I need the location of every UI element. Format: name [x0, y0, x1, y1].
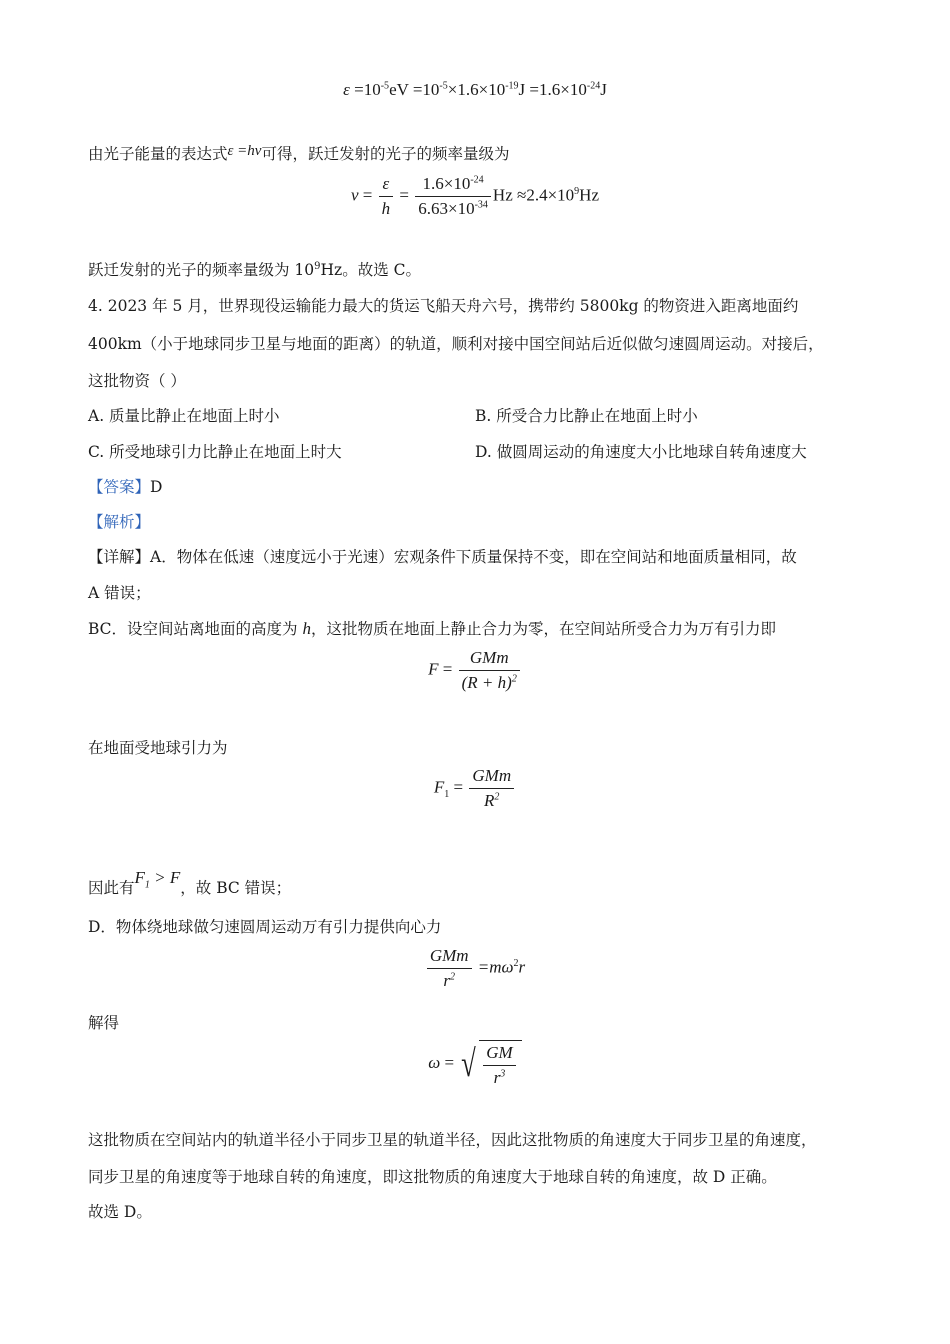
fraction-eps-h: [379, 174, 394, 219]
exp: -19: [505, 80, 519, 92]
fraction-denominator: [427, 969, 472, 991]
eq-part: ×1.6×10: [447, 80, 506, 99]
den-base: r: [443, 971, 450, 990]
lhs: ω: [428, 1052, 441, 1072]
text-freq-result: [88, 258, 421, 280]
question-line-2: 400km（小于地球同步卫星与地面的距离）的轨道，顺利对接中国空间站后近似做匀速圆周运动。对接后，: [88, 335, 824, 353]
fraction: [469, 766, 514, 811]
eq-part: =: [438, 659, 453, 679]
equation-centripetal: [0, 946, 950, 991]
eq-part: =: [449, 777, 464, 797]
unit: J: [600, 80, 607, 99]
equation-F: [0, 648, 950, 693]
fraction-denominator: [469, 789, 514, 811]
num-base: 1.6×10: [422, 174, 471, 193]
unit: eV: [389, 80, 409, 99]
eq-part: =: [440, 1052, 455, 1072]
exp: 2: [511, 673, 517, 685]
detail-bc: [88, 617, 776, 639]
exp: -24: [586, 80, 601, 92]
fraction-denominator: [415, 197, 491, 219]
exp: 2: [494, 791, 500, 803]
eq-part: =: [358, 185, 373, 205]
eq-part: =10: [408, 80, 440, 99]
option-c: C. 所受地球引力比静止在地面上时大: [88, 443, 342, 461]
inline-formula: ε =hν: [227, 143, 262, 159]
option-b: B. 所受合力比静止在地面上时小: [475, 407, 698, 425]
exp: 3: [500, 1068, 506, 1080]
fraction-denominator: [459, 671, 520, 693]
option-a: A. 质量比静止在地面上时小: [88, 407, 280, 425]
unit: J: [518, 80, 526, 99]
equation-energy: [0, 80, 950, 100]
conclusion-line-2: 同步卫星的角速度等于地球自转的角速度，即这批物质的角速度大于地球自转的角速度，故 D 正确。: [88, 1168, 777, 1186]
conclusion-line-3: 故选 D。: [88, 1203, 152, 1221]
fraction-values: [415, 174, 491, 219]
fraction-numerator: ε: [379, 174, 394, 197]
exp: -5: [380, 80, 390, 92]
text-compare: [88, 868, 291, 898]
text-segment: 跃迁发射的光子的频率量级为 10: [88, 261, 315, 279]
answer-value: D: [150, 478, 163, 496]
lhs: F: [428, 659, 439, 679]
subscript: 1: [444, 788, 450, 800]
fraction-denominator: [483, 1066, 515, 1088]
exp: 2: [513, 957, 519, 969]
text-segment: BC．设空间站离地面的高度为: [88, 620, 303, 638]
question-line-3: 这批物资（ ）: [88, 372, 186, 390]
detail-line-2: A 错误；: [88, 584, 151, 602]
text-segment: ，故 BC 错误；: [180, 879, 292, 897]
text-segment: 因此有: [88, 879, 135, 897]
detail-line-1: [88, 545, 797, 567]
radical-sign: √: [461, 1043, 477, 1085]
text-solve: 解得: [88, 1014, 120, 1032]
den-base: 6.63×10: [418, 199, 475, 218]
fraction: [459, 648, 520, 693]
eq-part: =1.6×10: [525, 80, 587, 99]
inline-formula: [134, 868, 181, 891]
exp: 9: [314, 260, 321, 272]
fraction-numerator: GMm: [427, 946, 472, 969]
equation-F1: [0, 766, 950, 811]
text-segment: 由光子能量的表达式: [88, 145, 228, 163]
equation-frequency: [0, 174, 950, 219]
subscript: 1: [144, 879, 150, 891]
exp: -34: [474, 199, 488, 211]
answer-tag: 【答案】: [88, 478, 151, 496]
var-h: h: [302, 619, 311, 638]
text-segment: ，这批物质在地面上静止合力为零，在空间站所受合力为万有引力即: [310, 620, 776, 638]
exp: 9: [574, 185, 580, 197]
answer: [88, 475, 162, 497]
text-ground: 在地面受地球引力为: [88, 739, 228, 757]
eq-part: =10: [349, 80, 381, 99]
detail-tag: 【详解】: [88, 548, 151, 566]
conclusion-line-1: 这批物质在空间站内的轨道半径小于同步卫星的轨道半径，因此这批物质的角速度大于同步卫星的角速度，: [88, 1131, 817, 1149]
rhs-tail: r: [518, 957, 526, 977]
option-d: D. 做圆周运动的角速度大小比地球自转角速度大: [475, 443, 807, 461]
analysis-tag: 【解析】: [88, 513, 151, 531]
lhs: F: [433, 777, 445, 797]
formula-l: F: [134, 868, 145, 887]
question-line-1: 4. 2023 年 5 月，世界现役运输能力最大的货运飞船天舟六号，携带约 5800kg 的物资进入距离地面约: [88, 297, 799, 315]
text-segment: 可得，跃迁发射的光子的频率量级为: [261, 145, 510, 163]
formula-r: > F: [149, 868, 181, 887]
eq-part: =: [395, 185, 409, 205]
fraction-numerator: GMm: [459, 648, 520, 671]
fraction: [483, 1043, 515, 1088]
fraction-numerator: GM: [483, 1043, 515, 1066]
unit: Hz: [579, 185, 599, 205]
text-d: D．物体绕地球做匀速圆周运动万有引力提供向心力: [88, 918, 442, 936]
sqrt: [458, 1040, 521, 1088]
fraction: [427, 946, 472, 991]
eq-part: Hz ≈2.4×10: [492, 185, 575, 205]
rhs: =mω: [473, 957, 514, 977]
nu-symbol: ν: [351, 185, 359, 205]
text-segment: Hz。故选 C。: [320, 261, 422, 279]
text-photon: [88, 142, 509, 164]
sqrt-body: [479, 1040, 521, 1088]
text-segment: A．物体在低速（速度远小于光速）宏观条件下质量保持不变，即在空间站和地面质量相同，故: [150, 548, 797, 566]
exp: -5: [439, 80, 448, 92]
eps-symbol: ε: [343, 80, 350, 99]
den-base: R: [484, 791, 495, 810]
fraction-denominator: h: [381, 199, 391, 218]
fraction-numerator: GMm: [469, 766, 514, 789]
den-base: r: [493, 1068, 501, 1087]
equation-omega: [0, 1040, 950, 1088]
den-base: (R + h): [461, 673, 512, 692]
fraction-numerator: [415, 174, 491, 197]
exp: 2: [449, 971, 455, 983]
exp: -24: [470, 174, 484, 186]
